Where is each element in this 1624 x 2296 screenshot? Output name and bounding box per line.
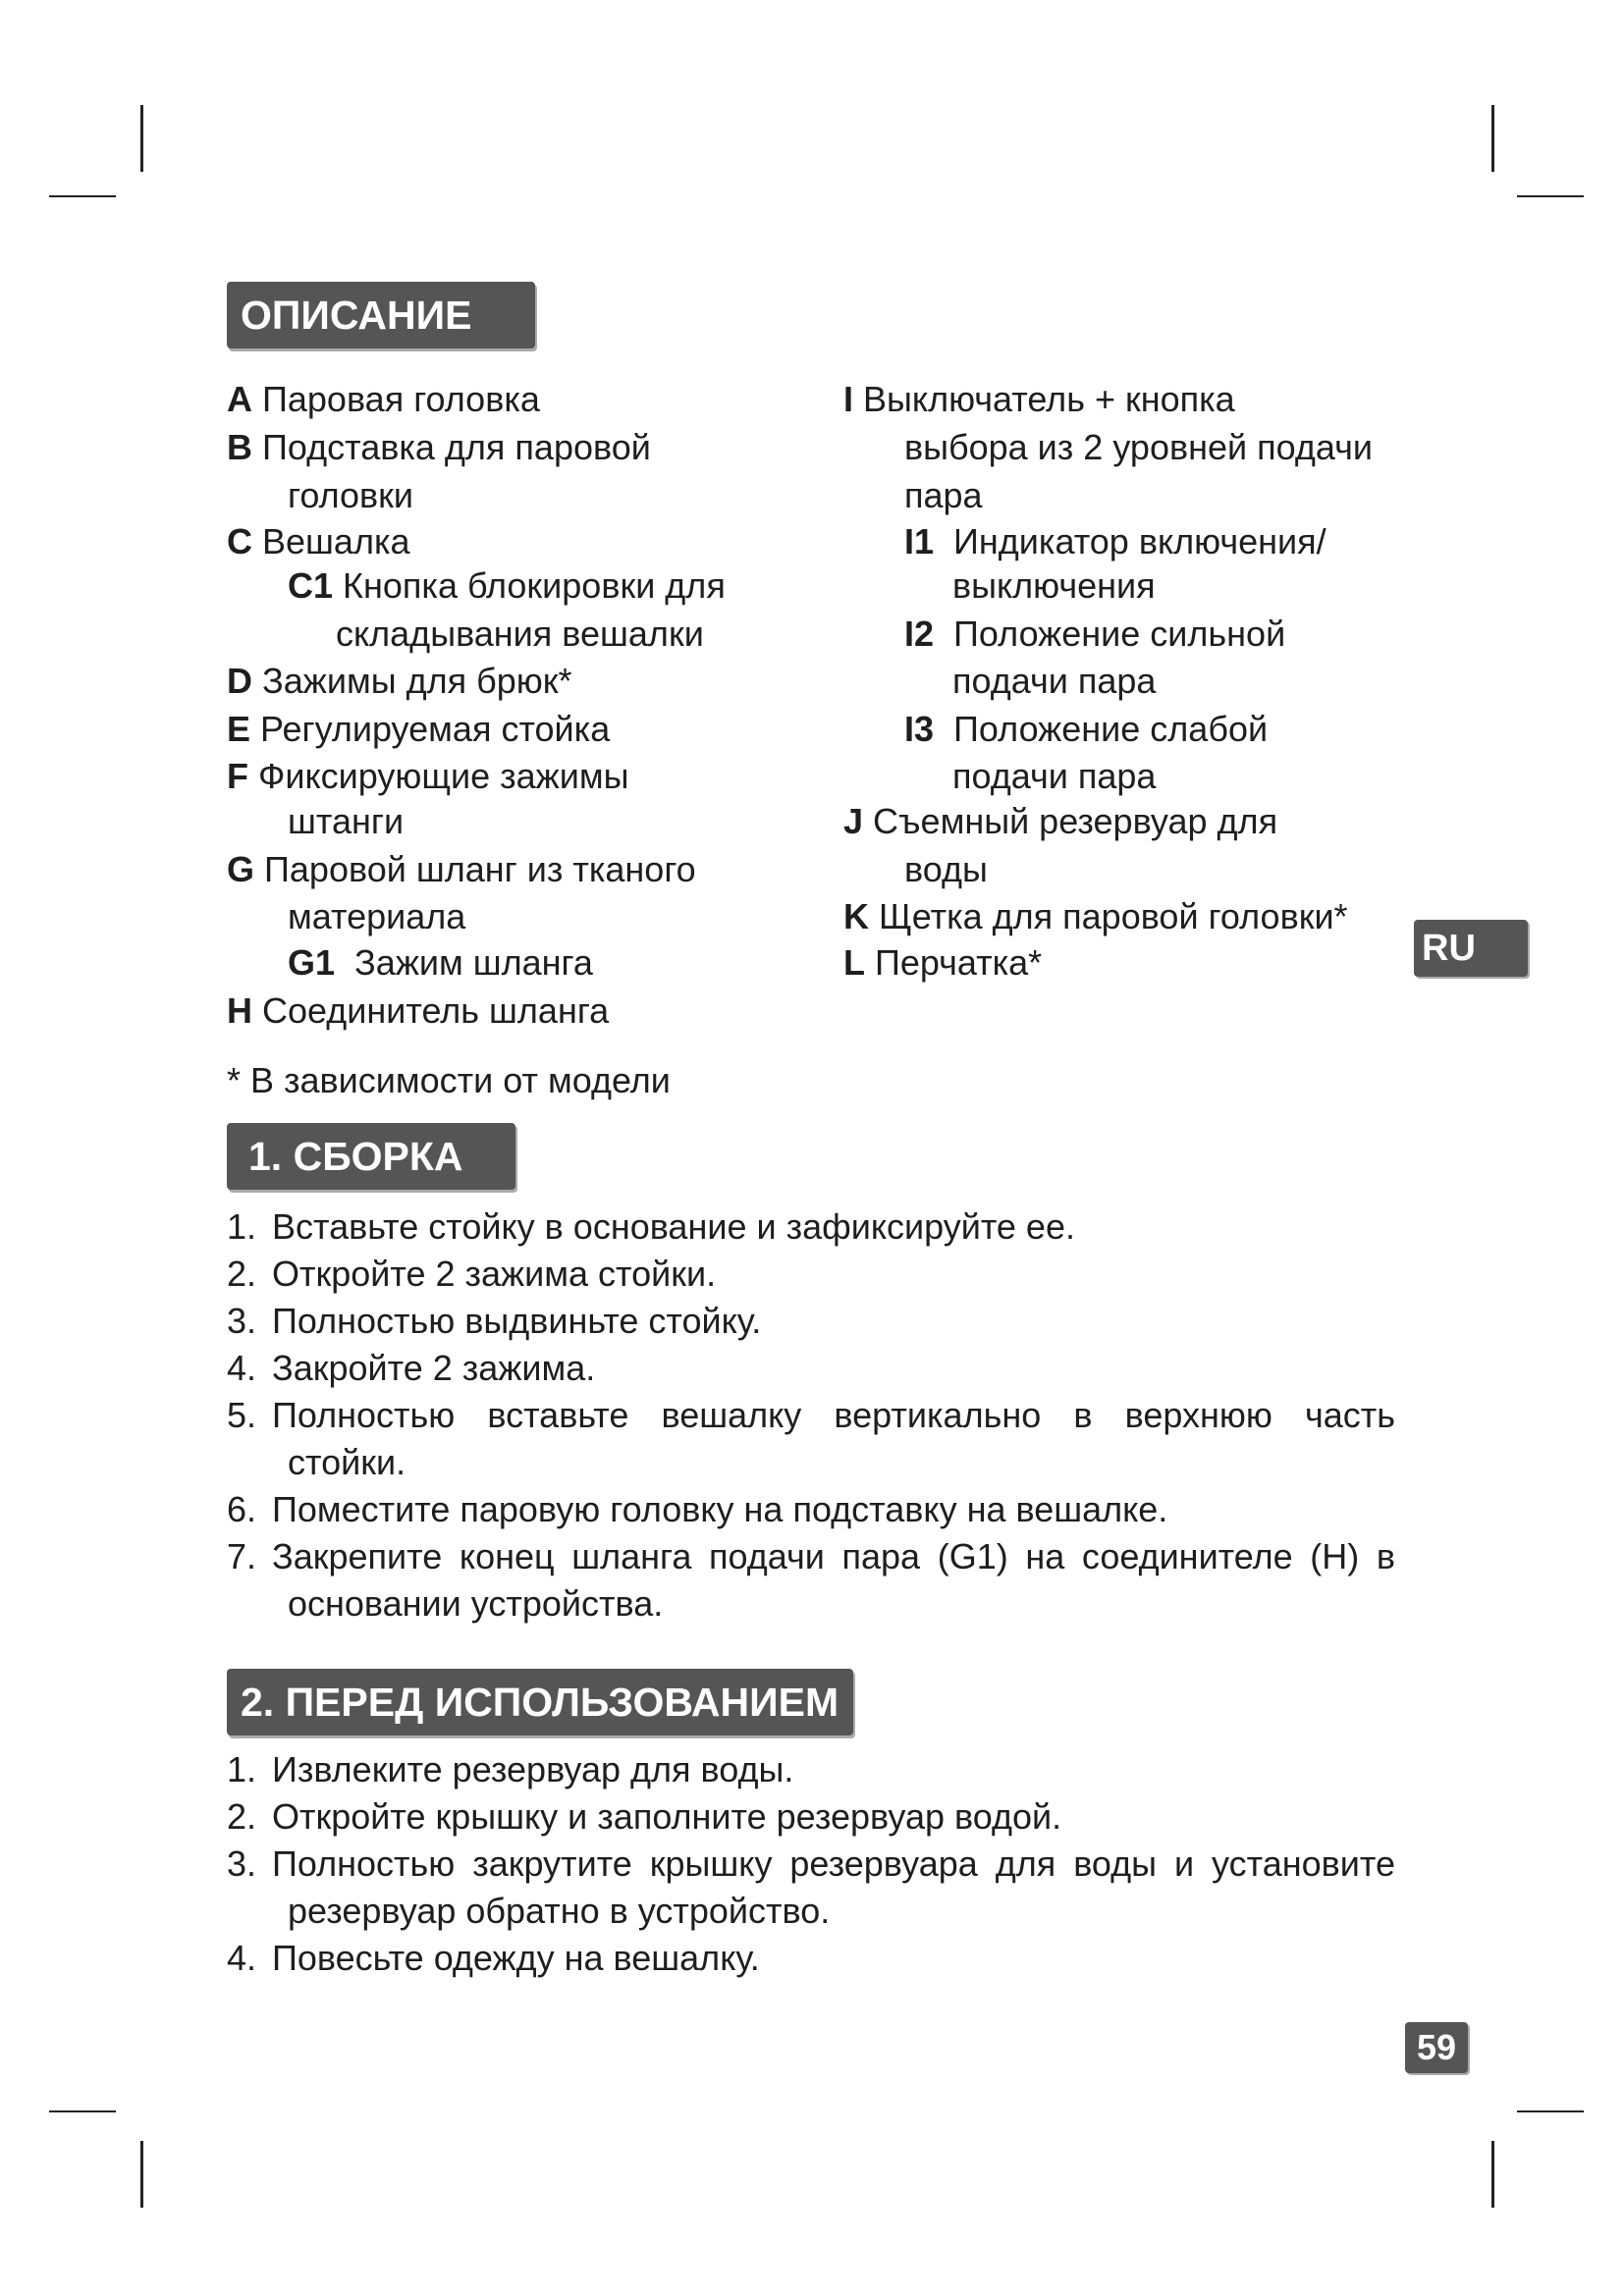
section-heading-before-use: 2. ПЕРЕД ИСПОЛЬЗОВАНИЕМ [227, 1669, 853, 1735]
part-key: H [227, 990, 252, 1031]
part-e [227, 706, 610, 753]
step-number: 6. [227, 1489, 257, 1529]
step-number: 1. [227, 1206, 257, 1247]
part-i3-cont: подачи пара [952, 756, 1157, 796]
part-label: Индикатор включения/ [953, 521, 1326, 561]
step-number: 2. [227, 1254, 257, 1294]
step-number: 3. [227, 1843, 257, 1884]
list-item [227, 1251, 1395, 1298]
part-key: D [227, 661, 252, 701]
step-text: Откройте крышку и заполните резервуар водой. [272, 1796, 1062, 1837]
part-i1-cont: выключения [952, 565, 1156, 606]
list-item [227, 1746, 1395, 1793]
assembly-steps [227, 1203, 1395, 1628]
step-text: Закройте 2 зажима. [272, 1348, 596, 1388]
crop-mark-tl-h [49, 195, 116, 197]
part-label: Подставка для паровой [262, 427, 651, 467]
part-key: J [843, 801, 864, 841]
crop-mark-tl-v [140, 105, 143, 172]
language-tag: RU [1414, 920, 1528, 977]
part-label: Положение слабой [953, 709, 1269, 749]
step-text: Полностью вставьте вешалку вертикально в верхнюю часть [272, 1395, 1395, 1435]
part-g1 [288, 939, 593, 987]
part-label: Съемный резервуар для [873, 801, 1278, 841]
part-label: Паровой шланг из тканого [264, 849, 696, 889]
part-label: Вешалка [262, 521, 410, 561]
part-i-cont: выбора из 2 уровней подачи [904, 427, 1373, 467]
part-l [843, 939, 1042, 987]
part-label: Кнопка блокировки для [343, 565, 726, 606]
step-body [272, 1841, 1395, 1935]
step-text: Закрепите конец шланга подачи пара (G1) на соединителе (H) в [272, 1536, 1395, 1576]
step-number: 4. [227, 1348, 257, 1388]
list-item [227, 1533, 1395, 1628]
step-body [272, 1533, 1395, 1628]
part-i2-cont: подачи пара [952, 661, 1157, 701]
step-text-cont: стойки. [288, 1442, 406, 1482]
part-label: Паровая головка [262, 379, 540, 419]
list-item [227, 1345, 1395, 1392]
footnote: * В зависимости от модели [227, 1060, 671, 1100]
part-label: Выключатель + кнопка [863, 379, 1235, 419]
part-key: K [843, 896, 869, 936]
part-key: F [227, 756, 248, 796]
crop-mark-bl-h [49, 2110, 116, 2112]
part-key: G [227, 849, 255, 889]
part-label: Зажимы для брюк* [262, 661, 572, 701]
page-number: 59 [1405, 2022, 1468, 2073]
part-key: G1 [288, 942, 336, 983]
part-label: Зажим шланга [354, 942, 593, 983]
step-text: Извлеките резервуар для воды. [272, 1749, 794, 1789]
part-i [843, 376, 1235, 423]
step-number: 7. [227, 1536, 257, 1576]
part-key: I [843, 379, 854, 419]
part-j-cont: воды [904, 849, 988, 889]
crop-mark-br-h [1517, 2110, 1584, 2112]
step-text: Поместите паровую головку на подставку на вешалке. [272, 1489, 1168, 1529]
step-body [272, 1392, 1395, 1486]
list-item [227, 1203, 1395, 1251]
part-i-cont2: пара [904, 475, 983, 515]
part-c1 [288, 562, 726, 610]
part-g [227, 846, 696, 893]
list-item [227, 1935, 1395, 1982]
part-i1 [904, 518, 1326, 565]
list-item [227, 1298, 1395, 1345]
part-c [227, 518, 410, 565]
part-g-cont: материала [288, 896, 466, 936]
part-label: Щетка для паровой головки* [879, 896, 1348, 936]
step-text-cont: основании устройства. [288, 1583, 664, 1624]
list-item [227, 1392, 1395, 1486]
part-key: C1 [288, 565, 334, 606]
part-label: Перчатка* [875, 942, 1043, 983]
part-f-cont: штанги [288, 801, 405, 841]
part-b-cont: головки [288, 475, 413, 515]
list-item [227, 1486, 1395, 1533]
before-use-steps [227, 1746, 1395, 1982]
step-text: Полностью закрутите крышку резервуара для воды и установите [272, 1843, 1395, 1884]
part-label: Положение сильной [953, 614, 1286, 654]
part-key: B [227, 427, 252, 467]
list-item [227, 1793, 1395, 1841]
part-key: I1 [904, 521, 935, 561]
part-key: E [227, 709, 251, 749]
part-label: Регулируемая стойка [260, 709, 611, 749]
part-b [227, 424, 651, 471]
section-heading-assembly: 1. СБОРКА [227, 1123, 515, 1190]
list-item [227, 1841, 1395, 1935]
step-text: Откройте 2 зажима стойки. [272, 1254, 717, 1294]
part-k [843, 893, 1348, 940]
step-number: 4. [227, 1938, 257, 1978]
part-h [227, 988, 609, 1035]
step-number: 3. [227, 1301, 257, 1341]
part-c1-cont: складывания вешалки [336, 614, 704, 654]
step-number: 1. [227, 1749, 257, 1789]
section-heading-description: ОПИСАНИЕ [227, 282, 535, 348]
part-key: A [227, 379, 252, 419]
step-number: 5. [227, 1395, 257, 1435]
part-key: L [843, 942, 865, 983]
crop-mark-tr-h [1517, 195, 1584, 197]
part-i2 [904, 611, 1285, 658]
part-i3 [904, 706, 1268, 753]
step-text: Повесьте одежду на вешалку. [272, 1938, 760, 1978]
part-label: Соединитель шланга [262, 990, 610, 1031]
step-text-cont: резервуар обратно в устройство. [288, 1891, 831, 1931]
part-a [227, 376, 540, 423]
part-d [227, 658, 572, 705]
part-key: I2 [904, 614, 935, 654]
crop-mark-tr-v [1491, 105, 1494, 172]
part-key: I3 [904, 709, 935, 749]
crop-mark-br-v [1491, 2141, 1494, 2208]
part-key: C [227, 521, 252, 561]
part-label: Фиксирующие зажимы [258, 756, 629, 796]
part-j [843, 798, 1277, 845]
step-number: 2. [227, 1796, 257, 1837]
part-f [227, 753, 628, 800]
step-text: Полностью выдвиньте стойку. [272, 1301, 762, 1341]
crop-mark-bl-v [140, 2141, 143, 2208]
step-text: Вставьте стойку в основание и зафиксируйте ее. [272, 1206, 1075, 1247]
